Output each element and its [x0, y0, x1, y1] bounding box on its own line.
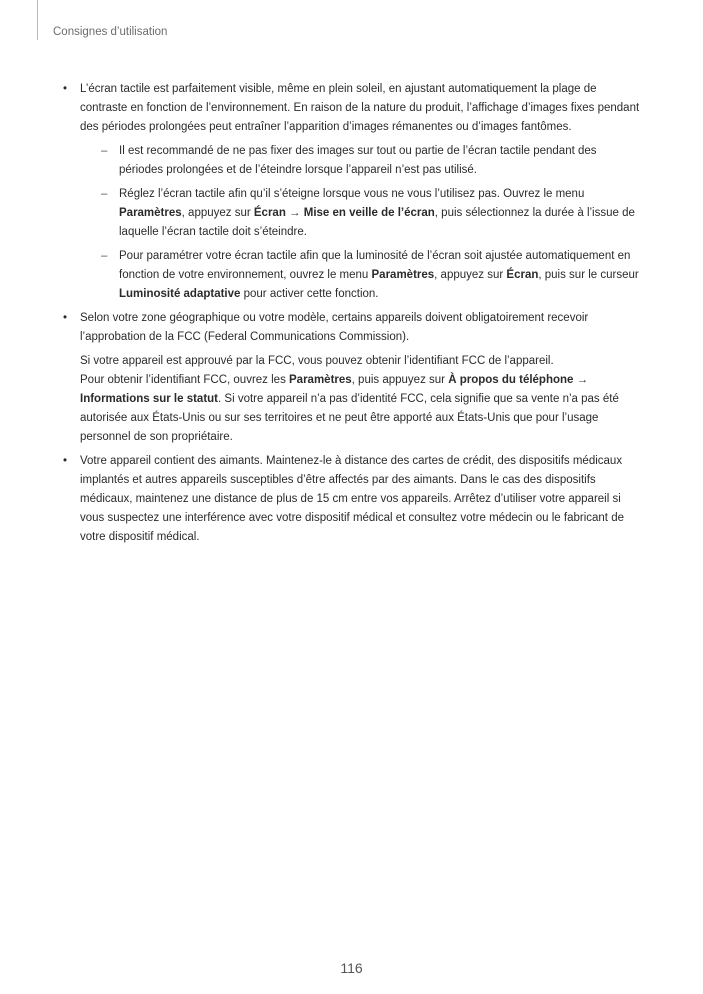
dash-marker: – — [101, 250, 108, 262]
menu-about-phone: À propos du téléphone — [448, 374, 574, 386]
bullet-item-screen — [61, 80, 641, 304]
bullet-text: L’écran tactile est parfaitement visible, même en plein soleil, en ajustant automatiquement la plage de contraste en fonction de l’environnement. En raison de la nature du produit, l’affichage d’images fixes pendant des périodes prolongées peut entraîner l’apparition d’images rémanentes ou d’images fantômes. — [80, 83, 640, 133]
menu-display: Écran — [253, 207, 286, 219]
menu-screen-timeout: Mise en veille de l’écran — [303, 207, 435, 219]
page-number: 116 — [340, 960, 363, 976]
menu-status-information: Informations sur le statut — [80, 393, 219, 405]
sub-item-avoid-fixed-images — [80, 142, 641, 180]
arrow-text: → — [285, 207, 304, 219]
sub-item-text: Il est recommandé de ne pas fixer des images sur tout ou partie de l’écran tactile pendant des périodes prolongées et de l’éteindre lorsque l’appareil n’est pas utilisé. — [119, 145, 597, 176]
bullet-marker: • — [63, 455, 68, 467]
menu-adaptive-brightness: Luminosité adaptative — [119, 288, 241, 300]
fcc-text: . Si votre appareil n’a pas d’identité FCC, cela signifie que sa vente n’a pas été autorisée aux États-Unis ou sur ses territoires et ne peut être apporté aux États-Unis que pour l’usage personnel de son propriétaire. — [80, 393, 619, 443]
sub-text: , appuyez sur — [434, 269, 507, 281]
bullet-item-magnets — [61, 452, 641, 547]
sub-text: Pour paramétrer votre écran tactile afin que la luminosité de l’écran soit ajustée automatiquement en fonction de votre environnement, ouvrez le menu — [119, 250, 631, 281]
page-content — [61, 80, 641, 547]
menu-settings: Paramètres — [371, 269, 435, 281]
menu-display: Écran — [506, 269, 539, 281]
fcc-text: , puis appuyez sur — [351, 374, 449, 386]
bullet-text: Selon votre zone géographique ou votre modèle, certains appareils doivent obligatoirement recevoir l’approbation de la FCC (Federal Communications Commission). — [80, 312, 589, 343]
fcc-line: Si votre appareil est approuvé par la FCC, vous pouvez obtenir l’identifiant FCC de l’appareil. — [80, 355, 554, 367]
dash-marker: – — [101, 188, 108, 200]
bullet-text: Votre appareil contient des aimants. Maintenez-le à distance des cartes de crédit, des dispositifs médicaux implantés et autres appareils susceptibles d’être affectés par des aimants. Dans le cas des dispositifs médicaux, maintenez une distance de plus de 15 cm entre vos appareils. Arrêtez d’utiliser votre appareil si vous suspectez une interférence avec votre dispositif médical et consultez votre médecin ou le fabricant de votre dispositif médical. — [80, 455, 624, 543]
section-header: Consignes d’utilisation — [53, 26, 168, 38]
sub-item-adaptive-brightness — [80, 247, 641, 304]
sub-text: Réglez l’écran tactile afin qu’il s’éteigne lorsque vous ne vous l’utilisez pas. Ouvrez le menu — [119, 188, 585, 200]
sub-text: , appuyez sur — [181, 207, 254, 219]
sub-text: , puis sur le curseur — [538, 269, 639, 281]
sub-text: pour activer cette fonction. — [240, 288, 379, 300]
fcc-text: Pour obtenir l’identifiant FCC, ouvrez les — [80, 374, 290, 386]
sub-item-screen-timeout — [80, 185, 641, 242]
header-divider — [37, 0, 38, 40]
bullet-marker: • — [63, 83, 68, 95]
bullet-item-fcc — [61, 309, 641, 447]
menu-settings: Paramètres — [119, 207, 182, 219]
arrow-text: → — [573, 374, 589, 386]
menu-settings: Paramètres — [289, 374, 352, 386]
fcc-paragraph — [80, 352, 641, 447]
sub-text: , puis sélectionnez la durée à l’issue de laquelle l’écran tactile doit s’éteindre. — [119, 207, 635, 238]
bullet-marker: • — [63, 312, 68, 324]
dash-marker: – — [101, 145, 108, 157]
